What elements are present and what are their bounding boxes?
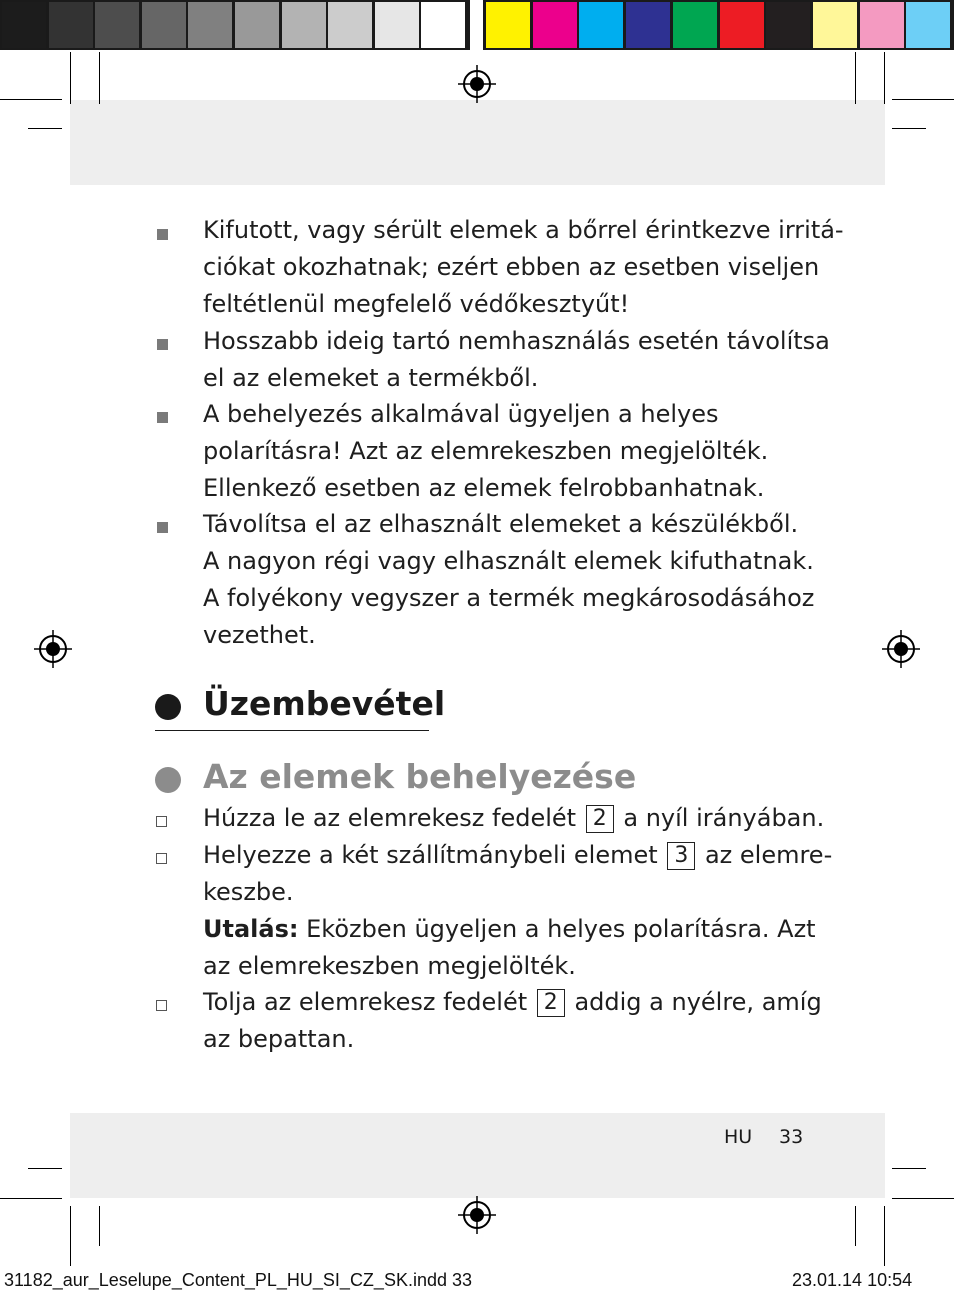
footer-language: HU: [724, 1126, 753, 1148]
color-swatch: [720, 2, 764, 48]
step-text: az bepattan.: [203, 1025, 355, 1053]
step-text: az elemre-: [704, 841, 833, 869]
gray-swatch: [421, 2, 465, 48]
bullet-line: A behelyezés alkalmával ügyeljen a helyes: [203, 400, 719, 428]
bullet-line: A folyékony vegyszer a termék megkárosodásához: [203, 584, 815, 612]
bullet-line: ciókat okozhatnak; ezért ebben az esetben viseljen: [203, 253, 820, 281]
section-heading: Üzembevétel: [203, 684, 446, 723]
gray-swatch: [282, 2, 326, 48]
part-ref-badge: 2: [586, 805, 614, 833]
note-label: Utalás:: [203, 915, 299, 943]
bullet-item: [203, 506, 813, 654]
bullet-line: el az elemeket a termékből.: [203, 364, 539, 392]
part-ref-badge: 3: [667, 842, 695, 870]
color-swatch: [626, 2, 670, 48]
gray-swatch: [142, 2, 186, 48]
registration-mark-icon: [33, 629, 73, 669]
bullet-line: Kifutott, vagy sérült elemek a bőrrel érintkezve irritá-: [203, 216, 844, 244]
crop-mark: [892, 1198, 954, 1199]
color-swatch: [860, 2, 904, 48]
gray-swatch: [49, 2, 93, 48]
step-text: Tolja az elemrekesz fedelét: [203, 988, 528, 1016]
slug-filename: 31182_aur_Leselupe_Content_PL_HU_SI_CZ_SK.indd 33: [4, 1270, 473, 1290]
bullet-line: polarításra! Azt az elemrekeszben megjelölték.: [203, 437, 769, 465]
gray-swatch: [2, 2, 46, 48]
gray-swatch: [235, 2, 279, 48]
color-swatch: [766, 2, 810, 48]
gray-swatch: [95, 2, 139, 48]
bullet-line: Ellenkező esetben az elemek felrobbanhatnak.: [203, 474, 765, 502]
step-text: a nyíl irányában.: [623, 804, 825, 832]
color-swatch: [673, 2, 717, 48]
crop-mark: [892, 99, 954, 100]
crop-mark: [884, 1206, 885, 1266]
checkbox-square-icon: [156, 1000, 167, 1011]
heading-dot-icon: [155, 694, 181, 720]
gray-swatch: [328, 2, 372, 48]
bullet-line: vezethet.: [203, 621, 316, 649]
registration-mark-icon: [881, 629, 921, 669]
bullet-item: [203, 212, 844, 323]
bullet-square-icon: [157, 522, 168, 533]
bullet-square-icon: [157, 412, 168, 423]
step-text: Helyezze a két szállítmánybeli elemet: [203, 841, 658, 869]
bullet-line: A nagyon régi vagy elhasznált elemek kifuthatnak.: [203, 547, 814, 575]
note-text: Eközben ügyeljen a helyes polarításra. Azt: [306, 915, 816, 943]
subheading-dot-icon: [155, 767, 181, 793]
crop-mark: [28, 128, 62, 129]
crop-mark: [70, 1206, 71, 1266]
note-text: az elemrekeszben megjelölték.: [203, 952, 576, 980]
gray-swatch: [188, 2, 232, 48]
color-swatch: [533, 2, 577, 48]
bullet-line: Hosszabb ideig tartó nemhasználás esetén távolítsa: [203, 327, 830, 355]
crop-mark: [892, 128, 926, 129]
crop-mark: [855, 1206, 856, 1246]
bullet-item: [203, 323, 830, 397]
crop-mark: [884, 52, 885, 104]
bullet-line: Távolítsa el az elhasznált elemeket a készülékből.: [203, 510, 799, 538]
crop-mark: [28, 1168, 62, 1169]
checkbox-square-icon: [156, 816, 167, 827]
bullet-square-icon: [157, 339, 168, 350]
heading-underline: [155, 730, 429, 731]
step-text: addig a nyélre, amíg: [574, 988, 822, 1016]
footer-band: [70, 1113, 885, 1198]
step-item: [203, 800, 825, 837]
bullet-line: feltétlenül megfelelő védőkesztyűt!: [203, 290, 630, 318]
color-swatch: [813, 2, 857, 48]
color-swatch: [906, 2, 950, 48]
gray-swatch: [375, 2, 419, 48]
crop-mark: [70, 52, 71, 104]
registration-mark-icon: [457, 1195, 497, 1235]
bullet-square-icon: [157, 229, 168, 240]
step-item: [203, 837, 833, 985]
step-text: Húzza le az elemrekesz fedelét: [203, 804, 577, 832]
checkbox-square-icon: [156, 853, 167, 864]
subsection-heading: Az elemek behelyezése: [203, 757, 637, 796]
part-ref-badge: 2: [537, 989, 565, 1017]
crop-mark: [892, 1168, 926, 1169]
crop-mark: [0, 99, 62, 100]
page-number: 33: [779, 1126, 804, 1148]
header-band: [70, 100, 885, 185]
step-item: [203, 984, 822, 1058]
crop-mark: [99, 52, 100, 104]
color-swatch: [579, 2, 623, 48]
color-swatch: [486, 2, 530, 48]
crop-mark: [855, 52, 856, 104]
crop-mark: [0, 1198, 62, 1199]
crop-mark: [99, 1206, 100, 1246]
step-text: keszbe.: [203, 878, 294, 906]
registration-mark-icon: [457, 64, 497, 104]
slug-date: 23.01.14 10:54: [792, 1270, 913, 1290]
bullet-item: [203, 396, 813, 507]
